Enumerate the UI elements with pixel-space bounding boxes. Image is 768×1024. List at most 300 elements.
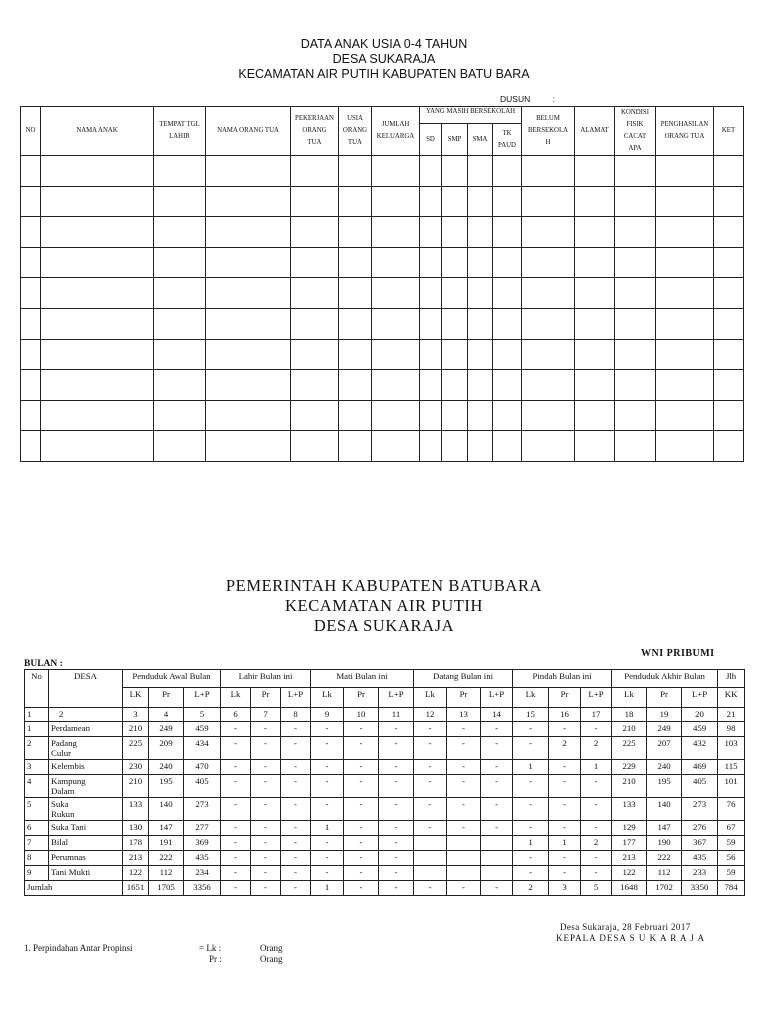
child-data-table: [20, 106, 744, 462]
table-cell: 2: [549, 737, 581, 760]
hdr-pindah: Pindah Bulan ini: [513, 670, 612, 688]
table-cell: -: [481, 821, 513, 836]
table-row: [25, 821, 745, 836]
table-cell: -: [311, 760, 344, 775]
form-cell: [522, 308, 575, 339]
form-cell: [372, 431, 420, 462]
col-jumlah-keluarga: JUMLAH KELUARGA: [372, 107, 420, 156]
form-cell: [714, 217, 744, 248]
table-cell: 273: [682, 798, 718, 821]
table-cell: 112: [647, 866, 682, 881]
subhdr-cell: L+P: [581, 688, 612, 708]
subhdr-cell: Lk: [414, 688, 447, 708]
form-cell: [420, 217, 442, 248]
table-cell: 2: [581, 737, 612, 760]
form-cell: [575, 308, 615, 339]
table-cell: 470: [184, 760, 221, 775]
total-cell: 784: [718, 881, 745, 896]
form-cell: [291, 217, 339, 248]
col-sma: SMA: [468, 124, 493, 156]
table-cell: -: [344, 866, 379, 881]
form-cell: [468, 370, 493, 401]
table-cell: 195: [647, 775, 682, 798]
form-cell: [372, 339, 420, 370]
table-row: [25, 737, 745, 760]
form-cell: [615, 370, 656, 401]
form-cell: [493, 156, 522, 187]
form-cell: [372, 400, 420, 431]
table-cell: 2: [581, 836, 612, 851]
form-cell: [442, 217, 468, 248]
form-title-3: KECAMATAN AIR PUTIH KABUPATEN BATU BARA: [238, 67, 530, 81]
total-cell: 3356: [184, 881, 221, 896]
form-cell: [372, 186, 420, 217]
form-cell: [615, 339, 656, 370]
table-cell: -: [549, 775, 581, 798]
table-cell: [481, 866, 513, 881]
note-unit-1: Orang: [260, 943, 283, 953]
form-cell: [522, 217, 575, 248]
table-cell: 222: [647, 851, 682, 866]
table-cell: 1: [581, 760, 612, 775]
form-cell: [615, 278, 656, 309]
form-cell: [339, 186, 372, 217]
form-cell: [339, 278, 372, 309]
table-cell: -: [311, 866, 344, 881]
table-cell: -: [513, 866, 549, 881]
table-cell: 101: [718, 775, 745, 798]
form-cell: [372, 370, 420, 401]
col-usia: USIA ORANG TUA: [339, 107, 372, 156]
form-cell: [206, 370, 291, 401]
colnum-cell: 17: [581, 708, 612, 722]
form-cell: [575, 339, 615, 370]
report-title-2: KECAMATAN AIR PUTIH: [285, 596, 483, 615]
table-cell: 213: [123, 851, 149, 866]
table-cell: -: [311, 836, 344, 851]
table-cell: 1: [311, 821, 344, 836]
form-cell: [468, 217, 493, 248]
form-cell: [656, 217, 714, 248]
form-cell: [291, 431, 339, 462]
table-cell: 459: [682, 722, 718, 737]
subhdr-cell: L+P: [379, 688, 414, 708]
form-cell: [291, 370, 339, 401]
form-cell: [21, 339, 41, 370]
total-cell: 2: [513, 881, 549, 896]
report-title-3: DESA SUKARAJA: [313, 616, 455, 635]
table-cell: 405: [184, 775, 221, 798]
table-cell: [481, 836, 513, 851]
subhdr-cell: Lk: [513, 688, 549, 708]
table-cell: -: [344, 760, 379, 775]
table-cell: -: [581, 722, 612, 737]
table-cell: 277: [184, 821, 221, 836]
table-cell: -: [251, 760, 281, 775]
table-row: [25, 760, 745, 775]
total-label: Jumlah: [25, 881, 123, 896]
table-row: [25, 851, 745, 866]
table-cell: 249: [149, 722, 184, 737]
form-cell: [21, 156, 41, 187]
table-cell: -: [311, 737, 344, 760]
desa-cell: Suka Tani: [49, 821, 123, 836]
form-cell: [442, 186, 468, 217]
form-cell: [522, 339, 575, 370]
desa-cell: Padang Culur: [49, 737, 123, 760]
hdr-no: No: [25, 670, 49, 708]
form-cell: [468, 247, 493, 278]
dusun-colon: :: [552, 94, 555, 104]
form-cell: [615, 217, 656, 248]
form-cell: [372, 278, 420, 309]
form-cell: [154, 370, 206, 401]
form-cell: [420, 431, 442, 462]
table-cell: -: [221, 821, 251, 836]
hdr-datang: Datang Bulan ini: [414, 670, 513, 688]
table-cell: -: [281, 836, 311, 851]
form-cell: [575, 156, 615, 187]
total-cell: -: [481, 881, 513, 896]
form-cell: [154, 400, 206, 431]
table-cell: 432: [682, 737, 718, 760]
table-cell: [414, 836, 447, 851]
table-cell: -: [447, 760, 481, 775]
form-cell: [206, 308, 291, 339]
form-cell: [493, 247, 522, 278]
colnum-cell: 3: [123, 708, 149, 722]
table-cell: 222: [149, 851, 184, 866]
form-cell: [493, 431, 522, 462]
form-cell: [493, 278, 522, 309]
table-cell: -: [311, 775, 344, 798]
form-cell: [714, 308, 744, 339]
table-cell: -: [251, 851, 281, 866]
form-cell: [154, 431, 206, 462]
subhdr-cell: L+P: [682, 688, 718, 708]
table-cell: 435: [184, 851, 221, 866]
form-cell: [339, 400, 372, 431]
table-cell: -: [581, 866, 612, 881]
colnum-cell: 10: [344, 708, 379, 722]
table-cell: 210: [612, 722, 647, 737]
table-row: [25, 798, 745, 821]
form-cell: [21, 370, 41, 401]
col-pekerjaan: PEKERJAAN ORANG TUA: [291, 107, 339, 156]
subhdr-cell: Pr: [549, 688, 581, 708]
form-cell: [420, 308, 442, 339]
table-cell: 140: [149, 798, 184, 821]
col-tk-paud: TK PAUD: [493, 124, 522, 156]
table-cell: -: [481, 798, 513, 821]
form-row: [21, 186, 744, 217]
form-cell: [206, 156, 291, 187]
table-cell: -: [414, 775, 447, 798]
form-row: [21, 370, 744, 401]
table-cell: 1: [549, 836, 581, 851]
table-cell: -: [221, 866, 251, 881]
form-cell: [522, 186, 575, 217]
table-cell: -: [221, 775, 251, 798]
total-cell: 1648: [612, 881, 647, 896]
table-cell: -: [549, 798, 581, 821]
form-cell: [468, 308, 493, 339]
total-cell: -: [447, 881, 481, 896]
form-cell: [468, 156, 493, 187]
table-cell: -: [311, 851, 344, 866]
form-cell: [575, 186, 615, 217]
subhdr-cell: Pr: [344, 688, 379, 708]
colnum-cell: 2: [49, 708, 123, 722]
form-cell: [522, 431, 575, 462]
table-cell: -: [344, 798, 379, 821]
subhdr-kk: KK: [718, 688, 745, 708]
form-title-1: DATA ANAK USIA 0-4 TAHUN: [300, 37, 468, 51]
table-cell: 1: [25, 722, 49, 737]
table-cell: -: [379, 836, 414, 851]
table-row: [25, 722, 745, 737]
table-cell: -: [344, 836, 379, 851]
total-cell: -: [414, 881, 447, 896]
table-cell: -: [447, 722, 481, 737]
table-cell: -: [581, 798, 612, 821]
form-row: [21, 308, 744, 339]
form-cell: [522, 278, 575, 309]
table-cell: 249: [647, 722, 682, 737]
table-cell: 147: [647, 821, 682, 836]
table-cell: -: [344, 821, 379, 836]
colnum-cell: 12: [414, 708, 447, 722]
hdr-mati: Mati Bulan ini: [311, 670, 414, 688]
colnum-cell: 1: [25, 708, 49, 722]
table-cell: -: [221, 851, 251, 866]
table-cell: -: [414, 737, 447, 760]
form-row: [21, 400, 744, 431]
table-cell: -: [251, 722, 281, 737]
total-cell: -: [379, 881, 414, 896]
table-cell: -: [221, 737, 251, 760]
table-cell: 225: [123, 737, 149, 760]
table-cell: 469: [682, 760, 718, 775]
col-nama-anak: NAMA ANAK: [41, 107, 154, 156]
form-cell: [714, 278, 744, 309]
form-cell: [656, 431, 714, 462]
form-cell: [442, 308, 468, 339]
table-cell: -: [549, 760, 581, 775]
table-cell: -: [281, 866, 311, 881]
table-cell: 2: [25, 737, 49, 760]
table-cell: -: [581, 851, 612, 866]
form-cell: [21, 431, 41, 462]
total-cell: -: [251, 881, 281, 896]
form-cell: [41, 186, 154, 217]
hdr-lahir: Lahir Bulan ini: [221, 670, 311, 688]
table-cell: -: [281, 775, 311, 798]
form-cell: [21, 400, 41, 431]
form-cell: [41, 370, 154, 401]
table-cell: -: [281, 851, 311, 866]
table-cell: 240: [149, 760, 184, 775]
form-cell: [615, 308, 656, 339]
subhdr-cell: L+P: [481, 688, 513, 708]
form-cell: [154, 186, 206, 217]
table-cell: 225: [612, 737, 647, 760]
desa-cell: Kampung Dalam: [49, 775, 123, 798]
form-cell: [41, 217, 154, 248]
desa-cell: Perumnas: [49, 851, 123, 866]
form-cell: [154, 339, 206, 370]
form-row: [21, 431, 744, 462]
form-cell: [493, 339, 522, 370]
table-cell: -: [379, 722, 414, 737]
table-cell: 147: [149, 821, 184, 836]
subhdr-cell: Pr: [447, 688, 481, 708]
form-cell: [468, 186, 493, 217]
table-cell: -: [513, 821, 549, 836]
table-cell: 5: [25, 798, 49, 821]
table-cell: 234: [184, 866, 221, 881]
colnum-cell: 20: [682, 708, 718, 722]
table-cell: -: [481, 775, 513, 798]
subhdr-cell: Pr: [251, 688, 281, 708]
form-row: [21, 217, 744, 248]
form-cell: [656, 247, 714, 278]
form-cell: [339, 247, 372, 278]
total-cell: -: [344, 881, 379, 896]
table-cell: 210: [123, 722, 149, 737]
form-cell: [493, 370, 522, 401]
table-cell: [481, 851, 513, 866]
table-cell: -: [481, 737, 513, 760]
table-cell: 130: [123, 821, 149, 836]
subhdr-cell: Lk: [311, 688, 344, 708]
table-cell: 4: [25, 775, 49, 798]
place-date: Desa Sukaraja, 28 Februari 2017: [560, 922, 691, 932]
table-cell: -: [513, 798, 549, 821]
form-cell: [522, 400, 575, 431]
subhdr-cell: Pr: [149, 688, 184, 708]
form-cell: [575, 278, 615, 309]
table-cell: [414, 851, 447, 866]
subhdr-cell: Pr: [647, 688, 682, 708]
table-cell: 405: [682, 775, 718, 798]
form-cell: [656, 156, 714, 187]
colnum-cell: 16: [549, 708, 581, 722]
form-cell: [493, 400, 522, 431]
form-cell: [154, 156, 206, 187]
form-cell: [206, 247, 291, 278]
table-cell: 122: [612, 866, 647, 881]
subhdr-cell: Lk: [612, 688, 647, 708]
form-cell: [420, 400, 442, 431]
form-cell: [522, 370, 575, 401]
table-cell: [414, 866, 447, 881]
table-cell: -: [481, 722, 513, 737]
form-cell: [575, 431, 615, 462]
form-cell: [714, 339, 744, 370]
form-cell: [442, 247, 468, 278]
table-cell: -: [344, 737, 379, 760]
table-cell: 122: [123, 866, 149, 881]
table-cell: 56: [718, 851, 745, 866]
desa-cell: Bilal: [49, 836, 123, 851]
form-cell: [615, 400, 656, 431]
form-cell: [372, 247, 420, 278]
colnum-cell: 14: [481, 708, 513, 722]
form-cell: [339, 370, 372, 401]
form-cell: [468, 278, 493, 309]
table-cell: 191: [149, 836, 184, 851]
total-row: [25, 881, 745, 896]
table-row: [25, 775, 745, 798]
col-sd: SD: [420, 124, 442, 156]
colnum-cell: 5: [184, 708, 221, 722]
total-cell: 1: [311, 881, 344, 896]
form-cell: [291, 400, 339, 431]
col-tempat-tgl-lahir: TEMPAT TGL LAHIR: [154, 107, 206, 156]
table-cell: -: [513, 851, 549, 866]
form-cell: [206, 278, 291, 309]
form-cell: [656, 370, 714, 401]
form-cell: [339, 156, 372, 187]
form-cell: [656, 400, 714, 431]
table-cell: -: [549, 866, 581, 881]
table-cell: 276: [682, 821, 718, 836]
form-cell: [154, 217, 206, 248]
colnum-cell: 13: [447, 708, 481, 722]
table-cell: 230: [123, 760, 149, 775]
form-cell: [442, 400, 468, 431]
table-cell: 459: [184, 722, 221, 737]
form-cell: [291, 339, 339, 370]
table-cell: -: [281, 722, 311, 737]
form-cell: [714, 431, 744, 462]
note-pr: Pr :: [209, 954, 222, 964]
table-cell: 195: [149, 775, 184, 798]
form-cell: [372, 308, 420, 339]
form-cell: [291, 278, 339, 309]
total-cell: 1705: [149, 881, 184, 896]
table-cell: -: [481, 760, 513, 775]
form-cell: [575, 247, 615, 278]
desa-cell: Kelembis: [49, 760, 123, 775]
form-cell: [714, 186, 744, 217]
table-cell: -: [281, 760, 311, 775]
form-cell: [656, 339, 714, 370]
table-cell: -: [311, 798, 344, 821]
form-cell: [291, 156, 339, 187]
table-cell: -: [447, 737, 481, 760]
table-cell: -: [281, 798, 311, 821]
hdr-awal: Penduduk Awal Bulan: [123, 670, 221, 688]
colnum-cell: 19: [647, 708, 682, 722]
table-cell: -: [251, 836, 281, 851]
bulan-label: BULAN :: [24, 659, 63, 669]
table-cell: -: [344, 851, 379, 866]
colnum-cell: 8: [281, 708, 311, 722]
table-cell: -: [447, 821, 481, 836]
table-cell: -: [513, 722, 549, 737]
column-number-row: [25, 708, 745, 722]
subhdr-cell: L+P: [184, 688, 221, 708]
form-cell: [420, 278, 442, 309]
table-cell: -: [379, 851, 414, 866]
total-cell: 1702: [647, 881, 682, 896]
form-cell: [420, 156, 442, 187]
note-perpindahan: 1. Perpindahan Antar Propinsi: [24, 943, 133, 953]
form-cell: [493, 186, 522, 217]
colnum-cell: 11: [379, 708, 414, 722]
